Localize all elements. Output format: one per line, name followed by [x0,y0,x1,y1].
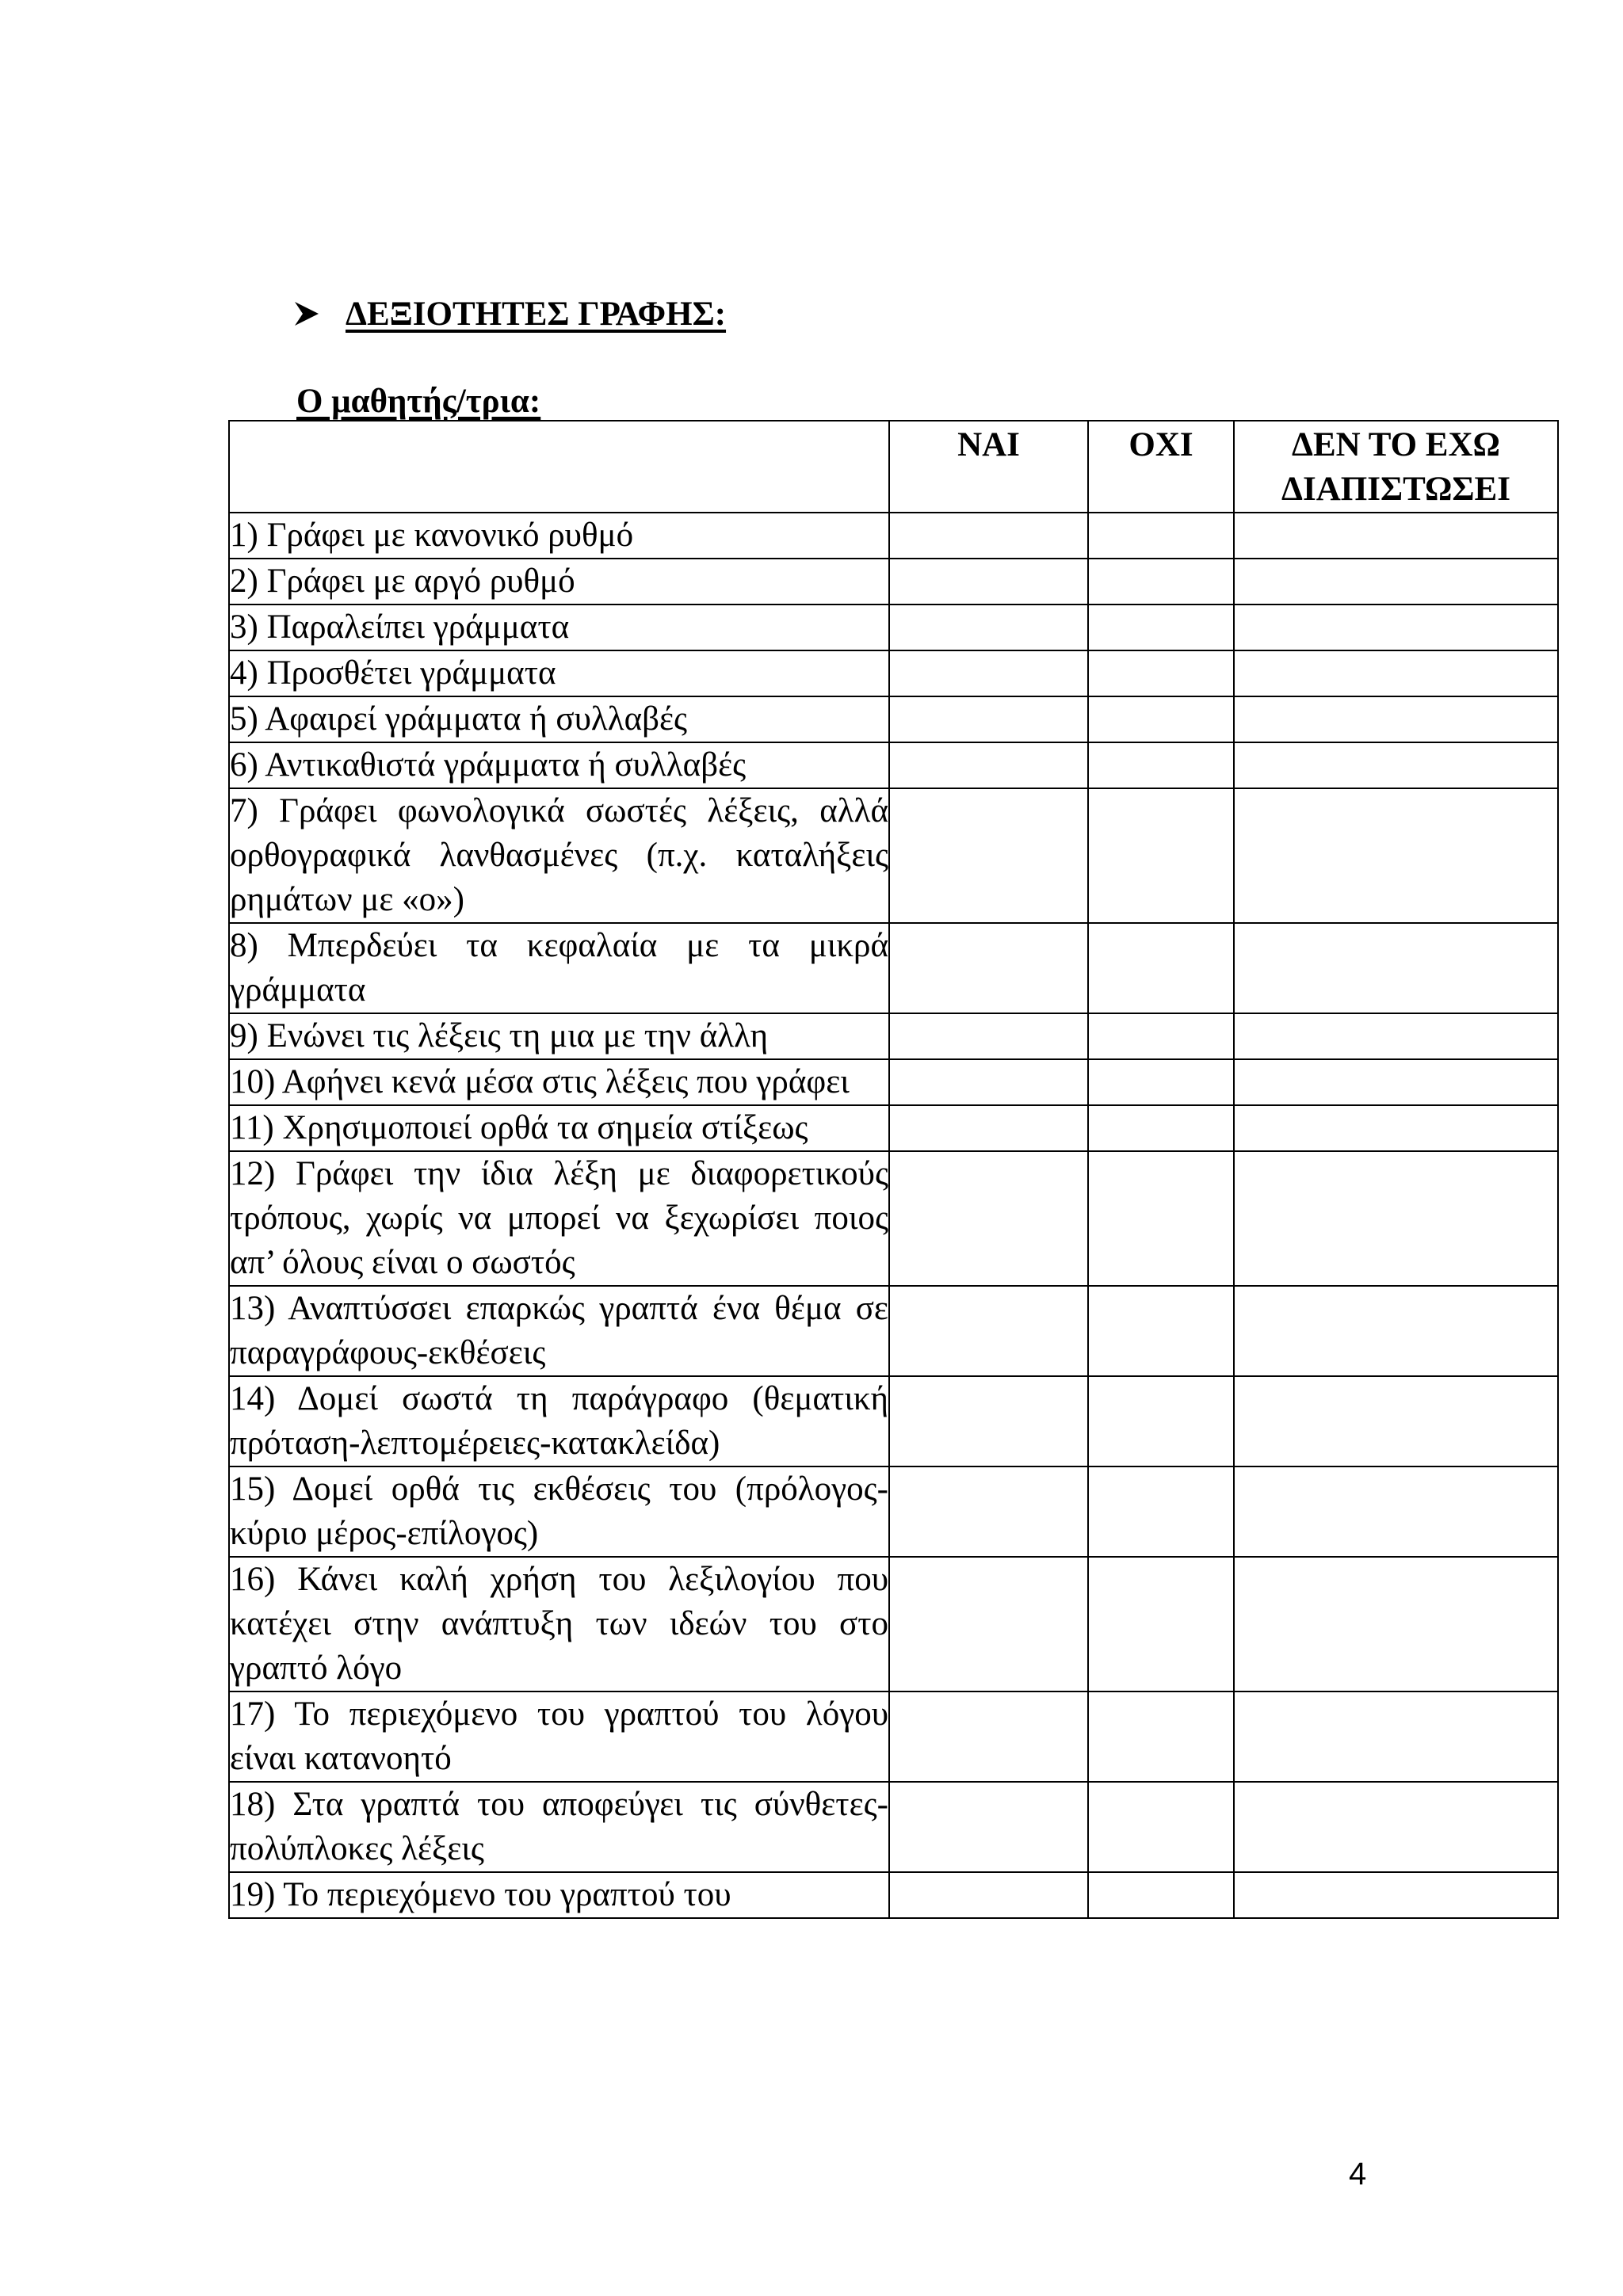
answer-cell-no[interactable] [1088,1872,1234,1918]
answer-cell-not-observed[interactable] [1234,1059,1558,1105]
answer-cell-not-observed[interactable] [1234,1376,1558,1466]
answer-cell-yes[interactable] [889,1376,1088,1466]
table-row [229,650,1558,696]
criterion-cell: 9) Ενώνει τις λέξεις τη μια με την άλλη [229,1013,889,1059]
answer-cell-yes[interactable] [889,1286,1088,1376]
answer-cell-not-observed[interactable] [1234,1151,1558,1286]
answer-cell-yes[interactable] [889,1059,1088,1105]
table-row [229,1691,1558,1782]
criterion-cell: 17) Το περιεχόμενο του γραπτού του λόγου είναι κατανοητό [229,1691,889,1782]
answer-cell-not-observed[interactable] [1234,559,1558,605]
answer-cell-yes[interactable] [889,788,1088,923]
answer-cell-yes[interactable] [889,1557,1088,1691]
arrowhead-bullet-icon [293,300,325,327]
criterion-cell: 3) Παραλείπει γράμματα [229,605,889,650]
answer-cell-yes[interactable] [889,513,1088,559]
answer-cell-yes[interactable] [889,1105,1088,1151]
table-row [229,1557,1558,1691]
table-row [229,1286,1558,1376]
table-row [229,1151,1558,1286]
criterion-cell: 12) Γράφει την ίδια λέξη με διαφορετικούς τρόπους, χωρίς να μπορεί να ξεχωρίσει ποιος απ’ όλους είναι ο σωστός [229,1151,889,1286]
table-row [229,1105,1558,1151]
answer-cell-no[interactable] [1088,1013,1234,1059]
answer-cell-no[interactable] [1088,1466,1234,1557]
writing-skills-checklist-table [228,420,1559,1919]
answer-cell-no[interactable] [1088,1376,1234,1466]
answer-cell-yes[interactable] [889,1782,1088,1872]
table-row [229,605,1558,650]
answer-cell-not-observed[interactable] [1234,696,1558,742]
answer-cell-no[interactable] [1088,1782,1234,1872]
answer-cell-no[interactable] [1088,923,1234,1013]
answer-cell-not-observed[interactable] [1234,1782,1558,1872]
answer-cell-not-observed[interactable] [1234,605,1558,650]
criterion-cell: 18) Στα γραπτά του αποφεύγει τις σύνθετες-πολύπλοκες λέξεις [229,1782,889,1872]
criterion-cell: 4) Προσθέτει γράμματα [229,650,889,696]
answer-cell-not-observed[interactable] [1234,1286,1558,1376]
table-row [229,1059,1558,1105]
criterion-cell: 15) Δομεί ορθά τις εκθέσεις του (πρόλογος-κύριο μέρος-επίλογος) [229,1466,889,1557]
table-row [229,1376,1558,1466]
answer-cell-not-observed[interactable] [1234,1557,1558,1691]
answer-cell-not-observed[interactable] [1234,1105,1558,1151]
page-number: 4 [1349,2157,1367,2191]
table-row [229,742,1558,788]
answer-cell-yes[interactable] [889,605,1088,650]
table-row [229,1466,1558,1557]
answer-cell-no[interactable] [1088,1059,1234,1105]
answer-cell-yes[interactable] [889,696,1088,742]
answer-cell-not-observed[interactable] [1234,513,1558,559]
criterion-cell: 13) Αναπτύσσει επαρκώς γραπτά ένα θέμα σε παραγράφους-εκθέσεις [229,1286,889,1376]
column-header-yes: ΝΑΙ [889,421,1088,513]
criterion-cell: 19) Το περιεχόμενο του γραπτού του [229,1872,889,1918]
answer-cell-yes[interactable] [889,1466,1088,1557]
answer-cell-not-observed[interactable] [1234,1872,1558,1918]
criterion-cell: 1) Γράφει με κανονικό ρυθμό [229,513,889,559]
table-row [229,923,1558,1013]
answer-cell-no[interactable] [1088,605,1234,650]
answer-cell-not-observed[interactable] [1234,742,1558,788]
answer-cell-not-observed[interactable] [1234,1691,1558,1782]
answer-cell-yes[interactable] [889,923,1088,1013]
answer-cell-no[interactable] [1088,1286,1234,1376]
table-row [229,513,1558,559]
answer-cell-yes[interactable] [889,650,1088,696]
table-row [229,1013,1558,1059]
criterion-cell: 6) Αντικαθιστά γράμματα ή συλλαβές [229,742,889,788]
answer-cell-no[interactable] [1088,1557,1234,1691]
criterion-cell: 10) Αφήνει κενά μέσα στις λέξεις που γράφει [229,1059,889,1105]
criterion-cell: 16) Κάνει καλή χρήση του λεξιλογίου που κατέχει στην ανάπτυξη των ιδεών του στο γραπτό λόγο [229,1557,889,1691]
criterion-cell: 14) Δομεί σωστά τη παράγραφο (θεματική πρόταση-λεπτομέρειες-κατακλείδα) [229,1376,889,1466]
answer-cell-no[interactable] [1088,1151,1234,1286]
table-row [229,1782,1558,1872]
criterion-cell: 2) Γράφει με αργό ρυθμό [229,559,889,605]
criterion-cell: 8) Μπερδεύει τα κεφαλαία με τα μικρά γράμματα [229,923,889,1013]
answer-cell-not-observed[interactable] [1234,923,1558,1013]
criterion-cell: 11) Χρησιμοποιεί ορθά τα σημεία στίξεως [229,1105,889,1151]
table-row [229,696,1558,742]
criterion-cell: 5) Αφαιρεί γράμματα ή συλλαβές [229,696,889,742]
answer-cell-no[interactable] [1088,1691,1234,1782]
answer-cell-no[interactable] [1088,1105,1234,1151]
answer-cell-not-observed[interactable] [1234,1466,1558,1557]
column-header-criterion [229,421,889,513]
answer-cell-yes[interactable] [889,1691,1088,1782]
answer-cell-yes[interactable] [889,742,1088,788]
column-header-no: ΟΧΙ [1088,421,1234,513]
student-label: Ο μαθητής/τρια: [296,382,541,420]
answer-cell-not-observed[interactable] [1234,1013,1558,1059]
answer-cell-yes[interactable] [889,1151,1088,1286]
answer-cell-no[interactable] [1088,742,1234,788]
column-header-not-observed: ΔΕΝ ΤΟ ΕΧΩ ΔΙΑΠΙΣΤΩΣΕΙ [1234,421,1558,513]
answer-cell-yes[interactable] [889,1013,1088,1059]
answer-cell-no[interactable] [1088,559,1234,605]
section-title: ΔΕΞΙΟΤΗΤΕΣ ΓΡΑΦΗΣ: [346,295,727,333]
table-row [229,559,1558,605]
table-row [229,788,1558,923]
table-header-row [229,421,1558,513]
answer-cell-no[interactable] [1088,650,1234,696]
answer-cell-no[interactable] [1088,788,1234,923]
table-row [229,1872,1558,1918]
answer-cell-no[interactable] [1088,696,1234,742]
answer-cell-not-observed[interactable] [1234,650,1558,696]
answer-cell-yes[interactable] [889,559,1088,605]
section-heading [293,290,726,338]
answer-cell-yes[interactable] [889,1872,1088,1918]
criterion-cell: 7) Γράφει φωνολογικά σωστές λέξεις, αλλά ορθογραφικά λανθασμένες (π.χ. καταλήξεις ρημάτων με «ο») [229,788,889,923]
answer-cell-not-observed[interactable] [1234,788,1558,923]
answer-cell-no[interactable] [1088,513,1234,559]
